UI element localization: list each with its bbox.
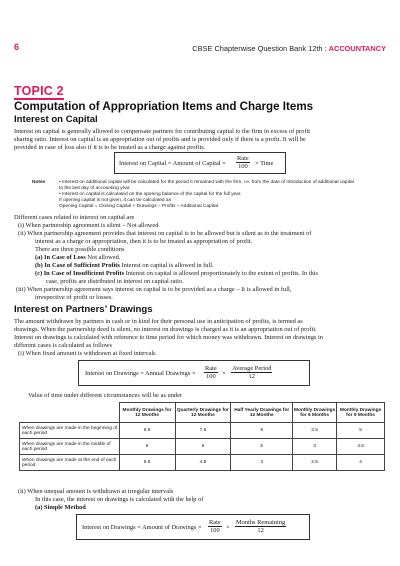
times-sign: × [222, 370, 226, 377]
row-label-cell: When drawings are made in the middle of each period [20, 439, 120, 455]
note-line: • Interest on capital is calculated on the opening balance of the capital for the full year. [59, 192, 242, 197]
fixed-intervals-item: (i) When fixed amount is withdrawn at fixed intervals [18, 350, 156, 357]
interest-on-drawings-formula [78, 360, 310, 386]
table-cell: 3 [231, 455, 293, 471]
table-cell: 3 [293, 439, 337, 455]
drawings-para-line: drawings. When the partnership deed is silent, no interest on drawings is charged as it is an appropriation out of profit. [14, 326, 317, 333]
times-sign: × [226, 524, 230, 531]
table-cell: 4.5 [337, 439, 385, 455]
condition-item [35, 262, 214, 270]
table-cell: 9 [231, 423, 293, 439]
table-cell: 4.5 [175, 455, 231, 471]
period-fraction [231, 365, 272, 380]
note-line: If opening capital is not given, it can be calculated as [59, 198, 171, 203]
note-line: Opening Capital = Closing Capital + Drawings – Profits – Additional Capital [59, 204, 218, 209]
condition-text: Interest on capital is allowed in full. [119, 262, 214, 269]
table-cell: 2.5 [293, 455, 337, 471]
drawings-para-line: different cases is calculated as follows [14, 342, 113, 349]
fraction-denominator: 100 [210, 527, 220, 534]
formula-lhs: Interest on Drawings = Amount of Drawings × [82, 524, 202, 531]
case-item: (i) When partnership agreement is silent – Not allowed [18, 222, 159, 229]
table-header-row [20, 403, 385, 423]
case-item-continued: irrespective of profit or losses. [35, 294, 113, 301]
fraction-denominator: 100 [206, 373, 216, 380]
capital-para-line: provided in case of loss also if it is to be treated as a charge against profits. [14, 144, 206, 151]
fraction-denominator: 12 [257, 527, 264, 534]
main-title: Computation of Appropriation Items and Charge Items [14, 100, 314, 113]
topic-label: TOPIC 2 [14, 84, 64, 98]
condition-label: (b) In Case of Sufficient Profits [35, 262, 120, 269]
heading-interest-on-drawings: Interest on Partners’ Drawings [14, 304, 153, 315]
interest-on-capital-formula [114, 152, 286, 174]
average-period-table [19, 402, 385, 471]
irregular-intervals-continued: In this case, the interest on drawings is calculated with the help of [35, 496, 204, 503]
drawings-para-line: The amount withdrawn by partners in cash or in kind for their personal use in anticipation of profits, is termed as [14, 318, 303, 325]
table-cell: 6 [119, 439, 175, 455]
table-header-cell: Half Yearly Drawings for 12 Months [231, 403, 293, 423]
rate-fraction [208, 519, 222, 534]
condition-item [35, 270, 318, 278]
case-item: (iii) When partnership agreement says interest on capital is to be provided as a charge – It is allowed in full, [16, 286, 292, 293]
fraction-numerator: Rate [209, 519, 221, 526]
notes-block [14, 180, 386, 216]
table-row [20, 423, 385, 439]
drawings-para-line: Interest on drawings is calculated with reference to time period for which money was withdrawn. Interest on drawings in [14, 334, 323, 341]
book-title [192, 44, 386, 53]
table-cell: 4 [337, 455, 385, 471]
table-intro: Value of time under different circumstances will be as under [28, 392, 183, 399]
table-cell: 6.5 [119, 423, 175, 439]
fraction-numerator: Rate [237, 155, 249, 162]
subject-name: ACCOUNTANCY [328, 44, 386, 53]
condition-continued: case, profits are distributed in interest on capital ratio. [46, 278, 184, 285]
table-cell: 5 [337, 423, 385, 439]
notes-label: Notes [32, 180, 46, 185]
condition-text: Not allowed. [85, 254, 121, 261]
irregular-intervals-item: (ii) When unequal amount is withdrawn at irregular intervals [18, 488, 174, 495]
note-line: • Interest on additional capital will be calculated for the period it remained with the firm, i.e. from the date of introduction of additional capital [59, 180, 354, 185]
table-header-cell: Monthly Drawings for 6 Months [293, 403, 337, 423]
capital-para-line: sharing ratio. Interest on capital is an appropriation out of profits and is provided only if there is a profit. It will be [14, 136, 306, 143]
heading-interest-on-capital: Interest on Capital [14, 114, 98, 125]
row-label-cell: When drawings are made in the beginning of each period [20, 423, 120, 439]
table-header-cell: Quarterly Drawings for 12 Months [175, 403, 231, 423]
condition-item [35, 254, 120, 262]
rate-fraction [204, 365, 218, 380]
table-cell: 6 [231, 439, 293, 455]
note-line: to the last day of accounting year. [59, 186, 131, 191]
table-header-cell: Monthly Drawings for 9 Months [337, 403, 385, 423]
formula-lhs: Interest on Drawings = Annual Drawings × [85, 370, 196, 377]
table-cell: 5.5 [119, 455, 175, 471]
table-cell: 3.5 [293, 423, 337, 439]
condition-text: Interest on capital is allowed proportionately to the extent of profits. In this [124, 270, 318, 277]
table-header-cell: Monthly Drawings for 12 Months [119, 403, 175, 423]
fraction-numerator: Rate [205, 365, 217, 372]
formula-lhs: Interest on Capital = Amount of Capital × [119, 160, 226, 167]
case-item: (ii) When partnership agreement provides that interest on capital is to be allowed but is silent as to the treatment of [18, 230, 312, 237]
table-cell: 7.5 [175, 423, 231, 439]
fraction-denominator: 100 [238, 163, 248, 170]
fraction-numerator: Average Period [232, 365, 272, 372]
table-cell: 6 [175, 439, 231, 455]
simple-method-label: (a) Simple Method [35, 504, 86, 511]
cases-intro: Different cases related to interest on capital are [14, 214, 135, 221]
page-number: 6 [14, 42, 20, 52]
table-header-cell [20, 403, 120, 423]
formula-rhs: × Time [255, 160, 274, 167]
simple-method-formula [76, 514, 310, 540]
fraction-denominator: 12 [248, 373, 255, 380]
book-title-text: CBSE Chapterwise Question Bank 12th : [192, 44, 329, 53]
table-row [20, 455, 385, 471]
row-label-cell: When drawings are made at the end of each period [20, 455, 120, 471]
capital-para-line: Interest on capital is generally allowed to compensate partners for contributing capital to the firm in excess of profit [14, 128, 311, 135]
table-row [20, 439, 385, 455]
case-item-continued: interest as a charge or appropriation, then it is to be treated as appropriation of profit. [35, 238, 253, 245]
fraction-numerator: Months Remaining [236, 519, 286, 526]
running-header [14, 44, 386, 58]
rate-fraction [236, 155, 250, 170]
months-fraction [235, 519, 286, 534]
case-item-continued: There are three possible conditions [35, 246, 125, 253]
condition-label: (a) In Case of Loss [35, 254, 86, 261]
condition-label: (c) In Case of Insufficient Profits [35, 270, 125, 277]
